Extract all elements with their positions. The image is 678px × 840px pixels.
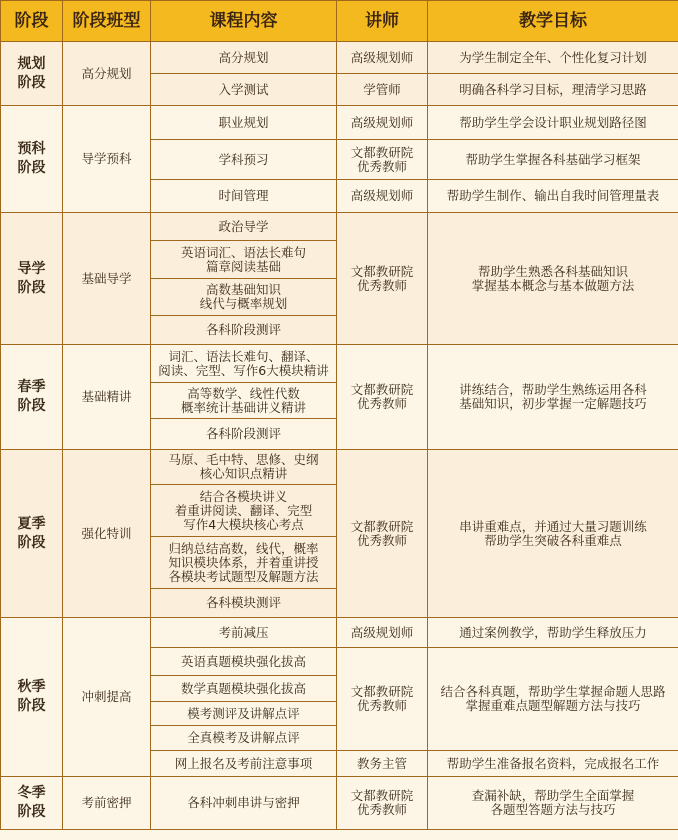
teacher-cell: 高级规划师 — [337, 42, 428, 74]
stage-cell: 秋季 阶段 — [1, 618, 63, 777]
teacher-cell: 文都教研院 优秀教师 — [337, 345, 428, 450]
goal-cell: 帮助学生准备报名资料，完成报名工作 — [428, 751, 678, 777]
table-row — [1, 618, 678, 648]
stage-cell: 夏季 阶段 — [1, 450, 63, 618]
teacher-cell: 文都教研院 优秀教师 — [337, 213, 428, 345]
class-type-cell: 高分规划 — [63, 42, 151, 106]
teacher-cell: 高级规划师 — [337, 180, 428, 213]
class-type-cell: 强化特训 — [63, 450, 151, 618]
content-cell: 入学测试 — [151, 74, 337, 106]
table-row — [1, 450, 678, 485]
content-cell: 各科阶段测评 — [151, 419, 337, 450]
header-teaching-goal: 教学目标 — [428, 1, 678, 42]
goal-cell: 为学生制定全年、个性化复习计划 — [428, 42, 678, 74]
content-cell: 学科预习 — [151, 140, 337, 180]
goal-cell: 帮助学生熟悉各科基础知识 掌握基本概念与基本做题方法 — [428, 213, 678, 345]
content-cell: 政治导学 — [151, 213, 337, 241]
content-cell: 数学真题模块强化拔高 — [151, 676, 337, 702]
goal-cell: 查漏补缺，帮助学生全面掌握 各题型答题方法与技巧 — [428, 777, 678, 830]
header-class-type: 阶段班型 — [63, 1, 151, 42]
content-cell: 归纳总结高数，线代，概率 知识模块体系，并着重讲授 各模块考试题型及解题方法 — [151, 537, 337, 589]
teacher-cell: 文都教研院 优秀教师 — [337, 140, 428, 180]
teacher-cell: 文都教研院 优秀教师 — [337, 777, 428, 830]
header-teacher: 讲师 — [337, 1, 428, 42]
content-cell: 全真模考及讲解点评 — [151, 726, 337, 751]
teacher-cell: 学管师 — [337, 74, 428, 106]
stage-cell: 规划 阶段 — [1, 42, 63, 106]
goal-cell: 帮助学生制作、输出自我时间管理量表 — [428, 180, 678, 213]
goal-cell: 通过案例教学，帮助学生释放压力 — [428, 618, 678, 648]
content-cell: 马原、毛中特、思修、史纲 核心知识点精讲 — [151, 450, 337, 485]
content-cell: 高分规划 — [151, 42, 337, 74]
content-cell: 结合各模块讲义 着重讲阅读、翻译、完型 写作4大模块核心考点 — [151, 485, 337, 537]
content-cell: 高等数学、线性代数 概率统计基础讲义精讲 — [151, 383, 337, 419]
goal-cell: 讲练结合，帮助学生熟练运用各科 基础知识，初步掌握一定解题技巧 — [428, 345, 678, 450]
content-cell: 各科冲刺串讲与密押 — [151, 777, 337, 830]
header-course-content: 课程内容 — [151, 1, 337, 42]
content-cell: 网上报名及考前注意事项 — [151, 751, 337, 777]
content-cell: 英语词汇、语法长难句 篇章阅读基础 — [151, 241, 337, 279]
table-row — [1, 777, 678, 830]
content-cell: 职业规划 — [151, 106, 337, 140]
content-cell: 英语真题模块强化拔高 — [151, 648, 337, 676]
content-cell: 各科阶段测评 — [151, 316, 337, 345]
header-row — [1, 1, 678, 42]
stage-cell: 导学 阶段 — [1, 213, 63, 345]
table-row — [1, 213, 678, 241]
stage-cell: 春季 阶段 — [1, 345, 63, 450]
table-row — [1, 106, 678, 140]
stage-cell: 冬季 阶段 — [1, 777, 63, 830]
content-cell: 高数基础知识 线代与概率规划 — [151, 279, 337, 316]
header-stage: 阶段 — [1, 1, 63, 42]
class-type-cell: 基础精讲 — [63, 345, 151, 450]
teacher-cell: 高级规划师 — [337, 618, 428, 648]
table-row — [1, 42, 678, 74]
goal-cell: 帮助学生掌握各科基础学习框架 — [428, 140, 678, 180]
goal-cell: 明确各科学习目标，理清学习思路 — [428, 74, 678, 106]
stage-cell: 预科 阶段 — [1, 106, 63, 213]
teacher-cell: 文都教研院 优秀教师 — [337, 450, 428, 618]
content-cell: 各科模块测评 — [151, 589, 337, 618]
content-cell: 词汇、语法长难句、翻译、 阅读、完型、写作6大模块精讲 — [151, 345, 337, 383]
class-type-cell: 导学预科 — [63, 106, 151, 213]
goal-cell: 结合各科真题，帮助学生掌握命题人思路 掌握重难点题型解题方法与技巧 — [428, 648, 678, 751]
goal-cell: 帮助学生学会设计职业规划路径图 — [428, 106, 678, 140]
teacher-cell: 高级规划师 — [337, 106, 428, 140]
goal-cell: 串讲重难点，并通过大量习题训练 帮助学生突破各科重难点 — [428, 450, 678, 618]
class-type-cell: 考前密押 — [63, 777, 151, 830]
content-cell: 模考测评及讲解点评 — [151, 702, 337, 726]
table-row — [1, 345, 678, 383]
class-type-cell: 基础导学 — [63, 213, 151, 345]
class-type-cell: 冲刺提高 — [63, 618, 151, 777]
teacher-cell: 教务主管 — [337, 751, 428, 777]
content-cell: 考前减压 — [151, 618, 337, 648]
content-cell: 时间管理 — [151, 180, 337, 213]
teacher-cell: 文都教研院 优秀教师 — [337, 648, 428, 751]
